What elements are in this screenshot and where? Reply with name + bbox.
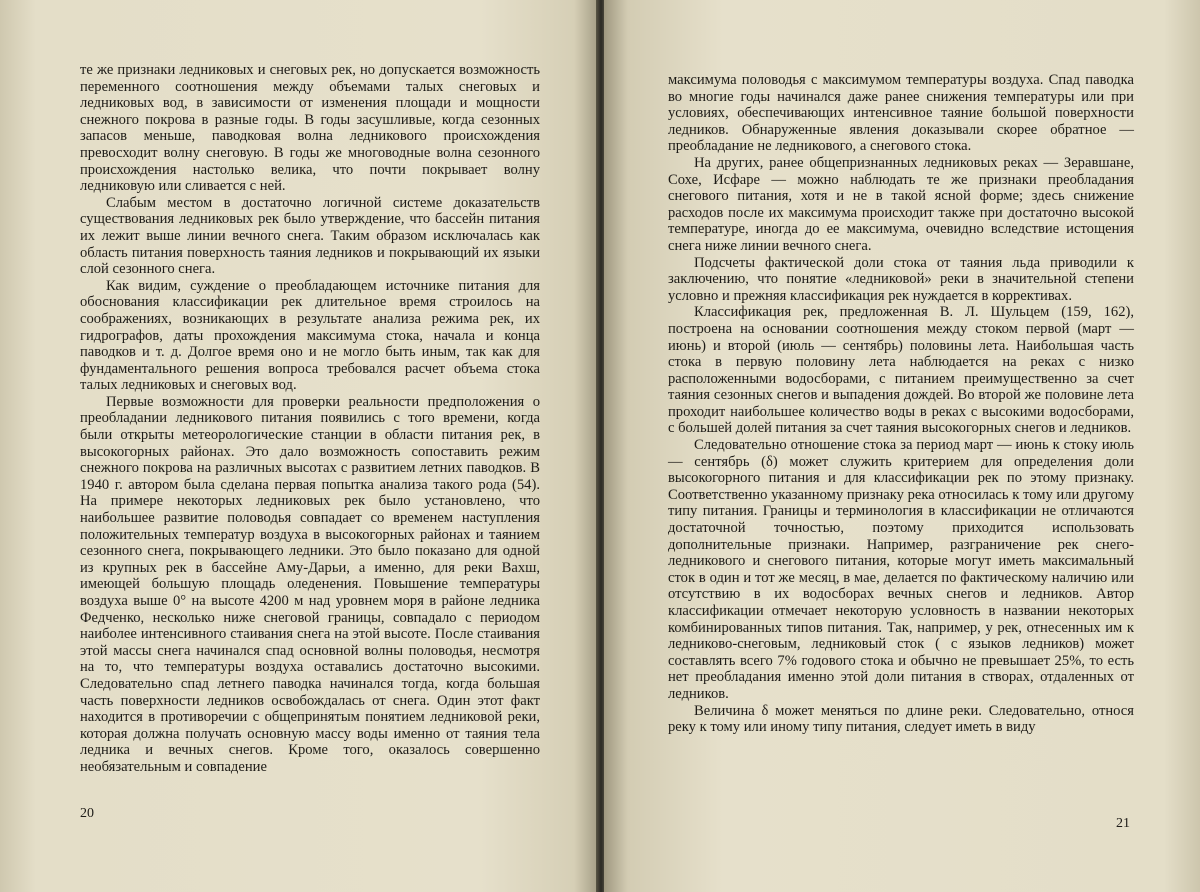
left-page-body [80,62,540,776]
left-page [0,0,598,892]
paragraph: Как видим, суждение о преобладающем источнике питания для обоснования классификации рек длительное время строилось на соображениях, возникающих в результате анализа режима рек, их гидрографов, даты прохождения максимума стока, начала и конца паводков и т. д. Долгое время оно и не могло быть иным, так как для фундаментального решения вопроса требовался расчет объема стока талых ледниковых и снеговых вод. [80,277,540,394]
paragraph: Классификация рек, предложенная В. Л. Шульцем (159, 162), построена на основании соотношения между стоком первой (март — июнь) и второй (июль — сентябрь) половины лета. Наибольшая часть стока в первую половину лета наблюдается на реках с низко расположенными водосборами, с питанием преимущественно за счет таяния сезонных снегов и выпадения дождей. Во второй же половине лета проходит наибольшее количество воды в реках с высокими водосборами, с большей долей питания за счет таяния высокогорных снегов и ледников. [668,304,1134,437]
page-number: 20 [80,806,94,821]
paragraph: те же признаки ледниковых и снеговых рек, но допускается возможность переменного соотношения между объемами талых снеговых и ледниковых вод, в зависимости от изменения площади и мощности снежного покрова в разные годы. В годы засушливые, когда сезонных запасов меньше, паводковая волна ледникового происхождения превосходит волну снеговую. В годы же многоводные волна сезонного происхождения настолько велика, что почти покрывает волну ледниковую или сливается с ней. [80,62,540,195]
right-page-body [668,72,1134,736]
paragraph: На других, ранее общепризнанных ледниковых реках — Зеравшане, Сохе, Исфаре — можно наблюдать те же признаки преобладания снегового питания, хотя и не в такой ясной форме; здесь снижение расходов после их максимума происходит также при достаточно высокой температуре, иногда до ее максимума, очевидно вследствие истощения снега ниже линии вечного снега. [668,154,1134,254]
paragraph: максимума половодья с максимумом температуры воздуха. Спад паводка во многие годы начинался даже ранее снижения температуры или при условиях, обеспечивающих интенсивное таяние большой поверхности ледников. Обнаруженные явления доказывали скорее обратное — преобладание не ледникового, а снегового стока. [668,72,1134,155]
paragraph: Следовательно отношение стока за период март — июнь к стоку июль — сентябрь (δ) может служить критерием для определения доли высокогорного питания и для классификации рек по этому признаку. Соответственно указанному признаку река относилась к тому или другому типу питания. Границы и терминология в классификации не отличаются достаточной точностью, поэтому приходится использовать дополнительные признаки. Например, разграничение рек снего-ледникового и снегового питания, которые могут иметь максимальный сток в один и тот же месяц, в мае, делается по фактическому наличию или отсутствию в их водосборах вечных снегов и ледников. Автор классификации отмечает некоторую условность в названии некоторых комбинированных типов питания. Так, например, у рек, отнесенных им к ледниково-снеговым, ледниковый сток ( с языков ледников) может составлять всего 7% годового стока и обычно не превышает 25%, то есть нет преобладания именно этой доли питания в створах, отдаленных от ледников. [668,437,1134,702]
paragraph: Слабым местом в достаточно логичной системе доказательств существования ледниковых рек было утверждение, что бассейн питания их лежит выше линии вечного снега. Таким образом исключалась как область питания поверхность таяния ледников и покрывающий их языки слой сезонного снега. [80,194,540,278]
paragraph: Первые возможности для проверки реальности предположения о преобладании ледникового питания появились с того времени, когда были открыты метеорологические станции в области питания рек, в высокогорных районах. Это дало возможность сопоставить режим снежного покрова на различных высотах с развитием летних паводков. В 1940 г. автором была сделана первая попытка анализа такого рода (54). На примере некоторых ледниковых рек было установлено, что наибольшее развитие половодья совпадает со временем наступления положительных температур воздуха в высокогорных районах и таянием сезонного снега, покрывающего ледники. Это было показано для одной из крупных рек в бассейне Аму-Дарьи, а именно, для реки Вахш, имеющей большую площадь оледенения. Повышение температуры воздуха выше 0° на высоте 4200 м над уровнем моря в районе ледника Федченко, несколько ниже снеговой границы, совпадало с периодом наиболее интенсивного стаивания снега на этой высоте. После стаивания этой массы снега начинался спад основной волны половодья, несмотря на то, что температуры воздуха оставались достаточно высокими. Следовательно спад летнего паводка начинался тогда, когда большая часть поверхности ледников освобождалась от снега. Один этот факт находится в противоречии с общепринятым понятием ледниковой реки, которая должна получать основную массу воды именно от таяния тела ледника и вечных снегов. Кроме того, оказалось совершенно необязательным и совпадение [80,393,540,775]
page-number: 21 [1116,816,1130,831]
paragraph: Величина δ может меняться по длине реки. Следовательно, относя реку к тому или иному типу питания, следует иметь в виду [668,702,1134,736]
paragraph: Подсчеты фактической доли стока от таяния льда приводили к заключению, что понятие «ледниковой» реки в значительной степени условно и прежняя классификация рек нуждается в коррективах. [668,254,1134,304]
right-page [604,0,1200,892]
